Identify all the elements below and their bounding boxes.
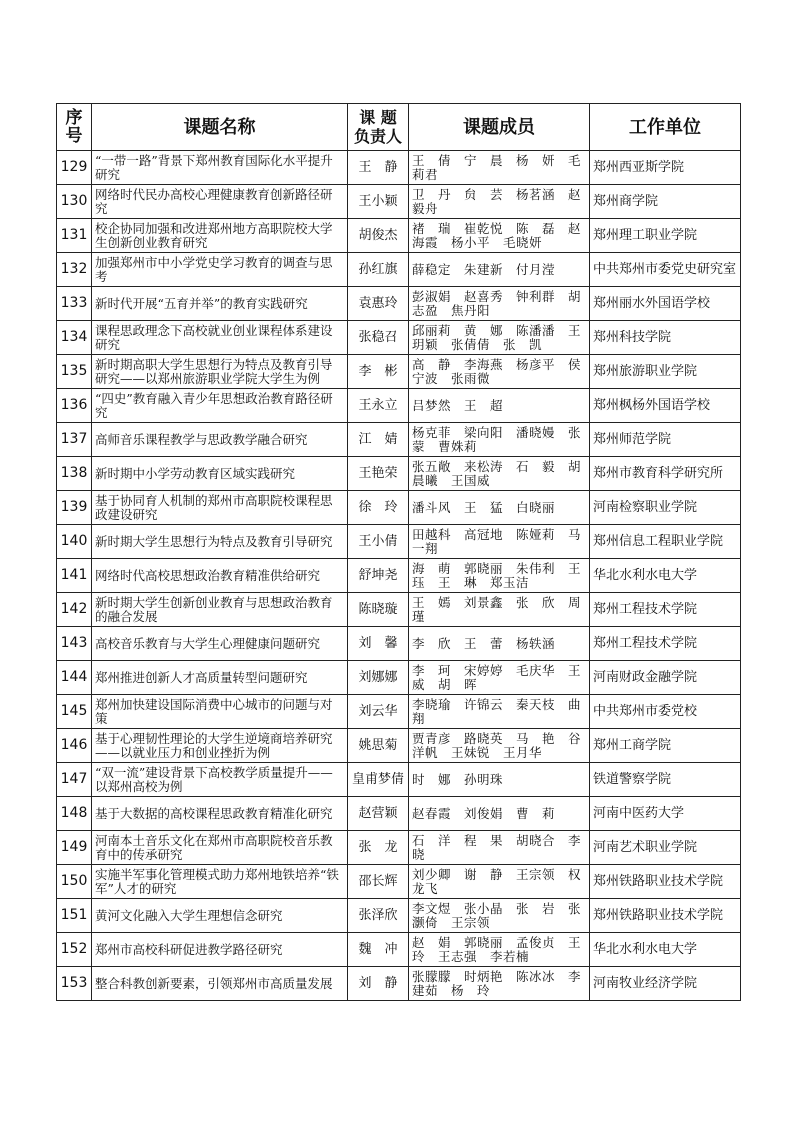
cell-lead [348, 967, 409, 1001]
cell-lead-text: 刘娜娜 [358, 669, 398, 685]
cell-topic-title [92, 831, 348, 865]
cell-unit-text: 郑州工程技术学院 [593, 601, 698, 617]
cell-members [409, 457, 590, 491]
cell-members-text: 海 萌 郭晓丽 朱伟利 王 珏 王 琳 郑玉洁 [412, 561, 595, 590]
cell-lead-text: 王 静 [358, 159, 398, 175]
cell-topic-title [92, 151, 348, 185]
cell-number-text: 151 [60, 906, 88, 923]
cell-lead [348, 797, 409, 831]
cell-topic-title-text: “四史”教育融入青少年思想政治教育路径研究 [95, 391, 333, 420]
cell-topic-title-text: 新时期高职大学生思想行为特点及教育引导研究——以郑州旅游职业学院大学生为例 [95, 357, 333, 386]
cell-unit-text: 郑州工程技术学院 [593, 635, 698, 651]
cell-topic-title [92, 797, 348, 831]
cell-lead-text: 张稳召 [358, 329, 398, 345]
header-title: 课题名称 [92, 104, 348, 151]
cell-members-text: 刘少卿 谢 静 王宗领 权龙飞 [412, 867, 582, 896]
table-row [57, 967, 741, 1001]
cell-lead-text: 陈晓璇 [358, 601, 398, 617]
cell-topic-title [92, 661, 348, 695]
cell-topic-title [92, 253, 348, 287]
cell-members [409, 695, 595, 729]
cell-number [57, 831, 92, 865]
table-row [57, 253, 741, 287]
table-row [57, 423, 741, 457]
cell-number [57, 933, 92, 967]
cell-members [409, 729, 590, 763]
cell-members-text: 王 倩 宁 晨 杨 妍 毛莉君 [412, 153, 582, 182]
cell-topic-title [92, 593, 348, 627]
table-row [57, 559, 741, 593]
cell-lead-text: 姚思菊 [358, 737, 398, 753]
cell-topic-title [92, 865, 348, 899]
cell-number-text: 136 [60, 396, 88, 413]
cell-topic-title-text: 郑州市高校科研促进教学路径研究 [95, 941, 283, 957]
cell-number [57, 287, 92, 321]
cell-topic-title-text: 校企协同加强和改进郑州地方高职院校大学生创新创业教育研究 [95, 221, 333, 250]
cell-number-text: 148 [60, 804, 88, 821]
cell-unit [590, 593, 741, 627]
cell-unit [590, 967, 741, 1001]
cell-topic-title-text: 课程思政理念下高校就业创业课程体系建设研究 [95, 323, 333, 352]
table-row [57, 661, 741, 695]
cell-members-text: 赵 娟 郭晓丽 孟俊贞 王 玲 王志强 李若楠 [412, 935, 595, 964]
cell-lead-text: 王艳荣 [358, 465, 398, 481]
table-row [57, 355, 741, 389]
cell-number-text: 133 [60, 294, 88, 311]
cell-members [409, 491, 590, 525]
cell-unit [590, 695, 741, 729]
cell-members [409, 151, 590, 185]
cell-lead-text: 张 龙 [358, 839, 398, 855]
table-row [57, 899, 741, 933]
cell-topic-title [92, 287, 348, 321]
cell-number-text: 142 [60, 600, 88, 617]
cell-number-text: 146 [60, 736, 88, 753]
cell-unit [590, 355, 741, 389]
cell-lead-text: 刘 静 [358, 975, 398, 991]
cell-unit [590, 151, 741, 185]
cell-topic-title [92, 695, 348, 729]
cell-number-text: 129 [60, 158, 88, 175]
cell-lead-text: 王小颖 [358, 193, 398, 209]
cell-topic-title [92, 933, 348, 967]
table-row [57, 627, 741, 661]
cell-unit [590, 525, 741, 559]
cell-members [409, 627, 590, 661]
cell-unit-text: 华北水利水电大学 [593, 941, 698, 957]
cell-topic-title-text: 新时代开展“五育并举”的教育实践研究 [95, 295, 308, 311]
cell-unit [590, 321, 741, 355]
table-row [57, 593, 741, 627]
table-row [57, 729, 741, 763]
cell-unit-text: 河南牧业经济学院 [593, 975, 698, 991]
cell-number [57, 491, 92, 525]
cell-unit-text: 河南中医药大学 [593, 805, 685, 821]
header-unit: 工作单位 [590, 104, 741, 151]
cell-unit-text: 河南检察职业学院 [593, 499, 698, 515]
cell-topic-title-text: 郑州推进创新人才高质量转型问题研究 [95, 669, 308, 685]
cell-number-text: 137 [60, 430, 88, 447]
cell-unit-text: 郑州科技学院 [593, 329, 672, 345]
table-row [57, 797, 741, 831]
cell-lead [348, 151, 409, 185]
cell-members [409, 933, 595, 967]
cell-number-text: 145 [60, 702, 88, 719]
cell-topic-title-text: 新时期大学生思想行为特点及教育引导研究 [95, 533, 333, 549]
cell-topic-title [92, 321, 348, 355]
cell-lead-text: 王小倩 [358, 533, 398, 549]
cell-topic-title-text: 网络时代民办高校心理健康教育创新路径研究 [95, 187, 333, 216]
cell-topic-title-text: 基于大数据的高校课程思政教育精准化研究 [95, 805, 333, 821]
cell-topic-title [92, 185, 348, 219]
research-topics-table [56, 103, 741, 1001]
cell-lead-text: 袁惠玲 [358, 295, 398, 311]
table-row [57, 287, 741, 321]
cell-unit-text: 郑州铁路职业技术学院 [593, 873, 724, 889]
cell-members [409, 355, 590, 389]
table-row [57, 933, 741, 967]
cell-members-text: 薛稳定 朱建新 付月滢 [412, 261, 556, 277]
cell-topic-title [92, 355, 348, 389]
cell-unit [590, 797, 741, 831]
cell-number [57, 729, 92, 763]
cell-number-text: 141 [60, 566, 88, 583]
table-row [57, 321, 741, 355]
cell-unit [590, 185, 741, 219]
cell-members [409, 525, 590, 559]
cell-members-text: 潘斗风 王 猛 白晓丽 [412, 499, 556, 515]
cell-topic-title-text: 河南本土音乐文化在郑州市高职院校音乐教育中的传承研究 [95, 833, 333, 862]
cell-topic-title-text: “一带一路”背景下郑州教育国际化水平提升研究 [95, 153, 333, 182]
cell-number-text: 130 [60, 192, 88, 209]
cell-number-text: 135 [60, 362, 88, 379]
cell-members-text: 李晓瑜 许锦云 秦天枝 曲 翔 [412, 697, 595, 726]
cell-unit [590, 865, 741, 899]
cell-unit [590, 899, 741, 933]
cell-number [57, 321, 92, 355]
cell-members-text: 时 娜 孙明珠 [412, 771, 504, 787]
cell-unit-text: 郑州市教育科学研究所 [593, 465, 724, 481]
cell-unit-text: 铁道警察学院 [593, 771, 672, 787]
cell-number [57, 899, 92, 933]
cell-number [57, 423, 92, 457]
cell-members [409, 967, 590, 1001]
cell-members-text: 赵春霞 刘俊娟 曹 莉 [412, 805, 556, 821]
cell-number [57, 389, 92, 423]
cell-number [57, 457, 92, 491]
table-row [57, 151, 741, 185]
cell-number [57, 151, 92, 185]
cell-lead [348, 763, 409, 797]
cell-number [57, 797, 92, 831]
cell-members [409, 389, 590, 423]
cell-lead [348, 423, 409, 457]
cell-members-text: 邱丽莉 黄 娜 陈潘潘 王玥颖 张倩倩 张 凯 [412, 323, 582, 352]
cell-unit [590, 933, 741, 967]
table-row [57, 389, 741, 423]
cell-lead [348, 525, 409, 559]
cell-unit-text: 华北水利水电大学 [593, 567, 698, 583]
cell-members-text: 石 洋 程 果 胡晓合 李 晓 [412, 833, 595, 862]
cell-number [57, 525, 92, 559]
cell-members [409, 797, 590, 831]
cell-unit [590, 423, 741, 457]
cell-lead-text: 魏 冲 [358, 941, 398, 957]
cell-unit-text: 中共郑州市委党校 [593, 703, 698, 719]
cell-topic-title [92, 763, 348, 797]
cell-unit-text: 河南艺术职业学院 [593, 839, 698, 855]
cell-lead-text: 舒坤尧 [358, 567, 398, 583]
cell-unit-text: 中共郑州市委党史研究室 [593, 261, 737, 277]
cell-lead [348, 185, 409, 219]
table-body [57, 151, 741, 1001]
cell-topic-title [92, 627, 348, 661]
cell-unit-text: 郑州理工职业学院 [593, 227, 698, 243]
cell-unit-text: 郑州枫杨外国语学校 [593, 397, 711, 413]
cell-number-text: 149 [60, 838, 88, 855]
cell-topic-title-text: 高师音乐课程教学与思政教学融合研究 [95, 431, 308, 447]
cell-unit [590, 219, 741, 253]
cell-members-text: 李 欣 王 蕾 杨轶涵 [412, 635, 556, 651]
cell-members-text: 褚 瑞 崔乾悦 陈 磊 赵海霞 杨小平 毛晓妍 [412, 221, 582, 250]
cell-number-text: 134 [60, 328, 88, 345]
table-row [57, 491, 741, 525]
cell-members-text: 吕梦然 王 超 [412, 397, 504, 413]
cell-number [57, 219, 92, 253]
cell-members [409, 423, 595, 457]
cell-members-text: 李 珂 宋婷婷 毛庆华 王 威 胡 晖 [412, 663, 595, 692]
cell-lead-text: 刘 馨 [358, 635, 398, 651]
cell-topic-title-text: 加强郑州市中小学党史学习教育的调查与思考 [95, 255, 333, 284]
cell-members [409, 321, 590, 355]
cell-number-text: 150 [60, 872, 88, 889]
cell-members-text: 杨克菲 梁向阳 潘晓嫚 张 蒙 曹姝莉 [412, 425, 595, 454]
cell-lead [348, 729, 409, 763]
cell-lead [348, 593, 409, 627]
cell-lead-text: 张泽欣 [358, 907, 398, 923]
cell-topic-title-text: 整合科教创新要素，引领郑州市高质量发展 [95, 975, 333, 991]
cell-number [57, 763, 92, 797]
cell-lead [348, 287, 409, 321]
table-row [57, 831, 741, 865]
cell-members [409, 185, 590, 219]
cell-unit [590, 491, 741, 525]
cell-lead [348, 695, 409, 729]
cell-unit-text: 郑州旅游职业学院 [593, 363, 698, 379]
cell-lead [348, 627, 409, 661]
cell-number [57, 695, 92, 729]
cell-topic-title [92, 219, 348, 253]
cell-lead [348, 457, 409, 491]
cell-number-text: 152 [60, 940, 88, 957]
cell-unit [590, 763, 741, 797]
cell-number-text: 139 [60, 498, 88, 515]
cell-lead [348, 321, 409, 355]
cell-topic-title-text: 黄河文化融入大学生理想信念研究 [95, 907, 283, 923]
cell-topic-title [92, 559, 348, 593]
cell-lead [348, 559, 409, 593]
cell-members-text: 贾青彦 路晓英 马 艳 谷洋帆 王妹锐 王月华 [412, 731, 582, 760]
cell-unit [590, 287, 741, 321]
cell-unit [590, 831, 741, 865]
cell-members [409, 253, 590, 287]
cell-members-text: 张朦朦 时炳艳 陈冰冰 李建茹 杨 玲 [412, 969, 582, 998]
cell-members [409, 593, 595, 627]
header-members: 课题成员 [409, 104, 590, 151]
cell-members [409, 559, 595, 593]
cell-members [409, 865, 590, 899]
cell-number [57, 559, 92, 593]
cell-members [409, 899, 590, 933]
cell-members-text: 高 静 李海燕 杨彦平 侯宁波 张雨微 [412, 357, 582, 386]
cell-unit [590, 253, 741, 287]
table-row [57, 219, 741, 253]
cell-members-text: 张五敞 来松涛 石 毅 胡晨曦 王国威 [412, 459, 582, 488]
cell-unit-text: 郑州西亚斯学院 [593, 159, 685, 175]
cell-members-text: 王 嫣 刘景鑫 张 欣 周 瑾 [412, 595, 595, 624]
cell-lead-text: 邵长辉 [358, 873, 398, 889]
cell-topic-title-text: 郑州加快建设国际消费中心城市的问题与对策 [95, 697, 333, 726]
cell-lead-text: 江 婧 [358, 431, 398, 447]
cell-number-text: 138 [60, 464, 88, 481]
cell-lead [348, 831, 409, 865]
cell-unit [590, 627, 741, 661]
cell-lead [348, 899, 409, 933]
header-lead: 课 题 负责人 [348, 104, 409, 151]
cell-topic-title-text: 网络时代高校思想政治教育精准供给研究 [95, 567, 321, 583]
table-row [57, 185, 741, 219]
cell-unit [590, 559, 741, 593]
cell-unit [590, 661, 741, 695]
cell-lead [348, 219, 409, 253]
cell-topic-title [92, 967, 348, 1001]
cell-lead [348, 355, 409, 389]
header-seq: 序号 [57, 104, 92, 151]
cell-number-text: 143 [60, 634, 88, 651]
cell-lead-text: 皇甫梦倩 [351, 771, 404, 787]
cell-lead [348, 491, 409, 525]
cell-number-text: 144 [60, 668, 88, 685]
cell-lead-text: 刘云华 [358, 703, 398, 719]
cell-number [57, 865, 92, 899]
cell-members [409, 219, 590, 253]
cell-topic-title [92, 423, 348, 457]
cell-members-text: 卫 丹 贠 芸 杨茗涵 赵毅舟 [412, 187, 582, 216]
table-row [57, 763, 741, 797]
cell-members [409, 287, 590, 321]
cell-lead-text: 胡俊杰 [358, 227, 398, 243]
cell-unit-text: 郑州商学院 [593, 193, 659, 209]
table-header-row [57, 104, 741, 151]
cell-unit-text: 郑州工商学院 [593, 737, 672, 753]
cell-lead-text: 赵营颖 [358, 805, 398, 821]
table-row [57, 457, 741, 491]
cell-unit-text: 郑州铁路职业技术学院 [593, 907, 724, 923]
cell-lead-text: 王永立 [358, 397, 398, 413]
cell-number [57, 967, 92, 1001]
cell-topic-title [92, 491, 348, 525]
cell-lead-text: 徐 玲 [358, 499, 398, 515]
table-row [57, 865, 741, 899]
cell-topic-title [92, 457, 348, 491]
cell-topic-title-text: 实施半军事化管理模式助力郑州地铁培养“铁军”人才的研究 [95, 867, 339, 896]
cell-number [57, 355, 92, 389]
cell-topic-title-text: 基于协同育人机制的郑州市高职院校课程思政建设研究 [95, 493, 333, 522]
cell-number [57, 185, 92, 219]
cell-unit [590, 389, 741, 423]
cell-number [57, 253, 92, 287]
cell-lead [348, 253, 409, 287]
cell-topic-title [92, 389, 348, 423]
cell-number [57, 627, 92, 661]
cell-unit-text: 郑州师范学院 [593, 431, 672, 447]
cell-number-text: 132 [60, 260, 88, 277]
cell-topic-title-text: 基于心理韧性理论的大学生逆境商培养研究——以就业压力和创业挫折为例 [95, 731, 333, 760]
cell-topic-title [92, 525, 348, 559]
cell-number-text: 147 [60, 770, 88, 787]
cell-lead [348, 661, 409, 695]
cell-lead [348, 389, 409, 423]
cell-members-text: 田越科 高冠地 陈娅莉 马一翔 [412, 527, 582, 556]
cell-unit-text: 郑州信息工程职业学院 [593, 533, 724, 549]
cell-members [409, 661, 595, 695]
cell-members [409, 763, 590, 797]
cell-number [57, 593, 92, 627]
cell-lead-text: 李 彬 [358, 363, 398, 379]
cell-topic-title-text: 新时期中小学劳动教育区域实践研究 [95, 465, 296, 481]
cell-number [57, 661, 92, 695]
cell-number-text: 140 [60, 532, 88, 549]
cell-topic-title-text: “双一流”建设背景下高校教学质量提升——以郑州高校为例 [95, 765, 333, 794]
cell-unit-text: 郑州丽水外国语学校 [593, 295, 711, 311]
cell-topic-title [92, 729, 348, 763]
cell-topic-title-text: 新时期大学生创新创业教育与思想政治教育的融合发展 [95, 595, 333, 624]
cell-members [409, 831, 595, 865]
cell-lead-text: 孙红旗 [358, 261, 398, 277]
cell-lead [348, 865, 409, 899]
cell-lead [348, 933, 409, 967]
table-row [57, 695, 741, 729]
cell-topic-title [92, 899, 348, 933]
cell-unit [590, 457, 741, 491]
cell-members-text: 李文煜 张小晶 张 岩 张灏倚 王宗领 [412, 901, 582, 930]
table-row [57, 525, 741, 559]
cell-number-text: 131 [60, 226, 88, 243]
cell-number-text: 153 [60, 974, 88, 991]
cell-unit [590, 729, 741, 763]
cell-members-text: 彭淑娟 赵喜秀 钟利群 胡志盈 焦丹阳 [412, 289, 582, 318]
cell-unit-text: 河南财政金融学院 [593, 669, 698, 685]
cell-topic-title-text: 高校音乐教育与大学生心理健康问题研究 [95, 635, 321, 651]
